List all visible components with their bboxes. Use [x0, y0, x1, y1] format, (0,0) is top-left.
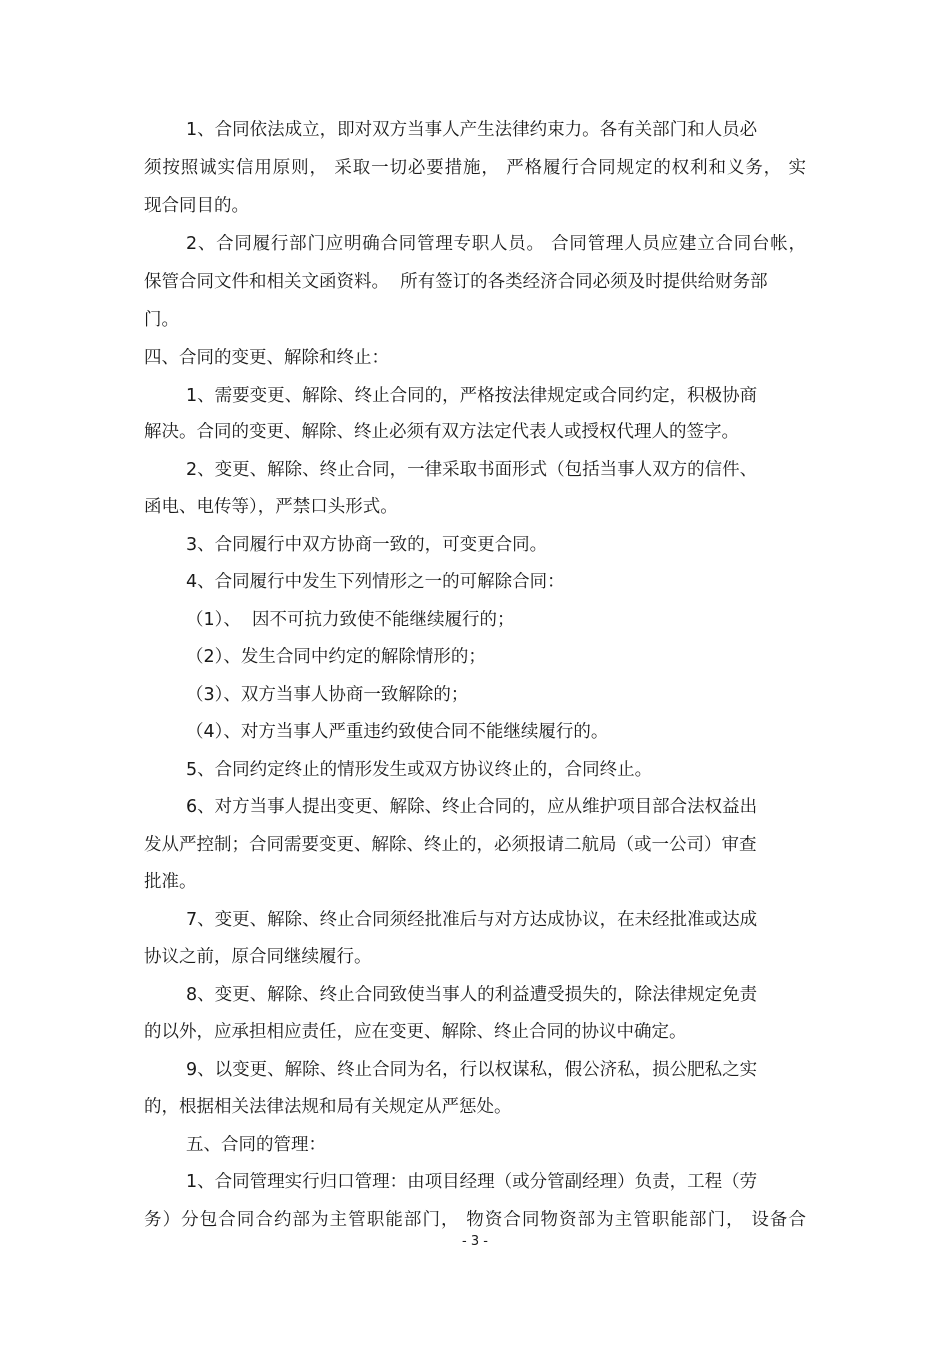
text-line: 8、变更、解除、终止合同致使当事人的利益遭受损失的，除法律规定免责 — [186, 985, 758, 1005]
text-line: 1、需要变更、解除、终止合同的，严格按法律规定或合同约定，积极协商 — [186, 386, 758, 406]
list-item: （3）、双方当事人协商一致解除的； — [186, 685, 469, 705]
section-heading: 五、合同的管理： — [186, 1135, 326, 1155]
text-line: 解决。合同的变更、解除、终止必须有双方法定代表人或授权代理人的签字。 — [144, 422, 739, 442]
text-line: 函电、电传等），严禁口头形式。 — [144, 497, 398, 517]
text-line: 协议之前，原合同继续履行。 — [144, 947, 372, 967]
text-line: 2、合同履行部门应明确合同管理专职人员。 合同管理人员应建立合同台帐， — [186, 234, 806, 254]
text-line: 批准。 — [144, 872, 197, 892]
text-line: 7、变更、解除、终止合同须经批准后与对方达成协议，在未经批准或达成 — [186, 910, 758, 930]
text-line: 的，根据相关法律法规和局有关规定从严惩处。 — [144, 1097, 512, 1117]
page-number: - 3 - — [462, 1234, 488, 1249]
text-line: 保管合同文件和相关文函资料。 所有签订的各类经济合同必须及时提供给财务部 — [144, 272, 768, 292]
text-line: 现合同目的。 — [144, 196, 249, 216]
list-item: （2）、发生合同中约定的解除情形的； — [186, 647, 486, 667]
text-line: 9、以变更、解除、终止合同为名，行以权谋私，假公济私，损公肥私之实 — [186, 1060, 758, 1080]
text-line: 须按照诚实信用原则， 采取一切必要措施， 严格履行合同规定的权利和义务， 实 — [144, 158, 806, 178]
text-line: 5、合同约定终止的情形发生或双方协议终止的，合同终止。 — [186, 760, 653, 780]
text-line: 务）分包合同合约部为主管职能部门， 物资合同物资部为主管职能部门， 设备合 — [144, 1210, 806, 1230]
text-line: 门。 — [144, 310, 179, 330]
text-line: 3、合同履行中双方协商一致的，可变更合同。 — [186, 535, 548, 555]
text-line: 1、合同依法成立，即对双方当事人产生法律约束力。各有关部门和人员必 — [186, 120, 758, 140]
list-item: （4）、对方当事人严重违约致使合同不能继续履行的。 — [186, 722, 609, 742]
list-item: （1）、 因不可抗力致使不能继续履行的； — [186, 610, 515, 630]
section-heading: 四、合同的变更、解除和终止： — [144, 348, 389, 368]
text-line: 2、变更、解除、终止合同，一律采取书面形式（包括当事人双方的信件、 — [186, 460, 758, 480]
text-line: 6、对方当事人提出变更、解除、终止合同的，应从维护项目部合法权益出 — [186, 797, 758, 817]
text-line: 发从严控制；合同需要变更、解除、终止的，必须报请二航局（或一公司）审查 — [144, 835, 757, 855]
text-line: 4、合同履行中发生下列情形之一的可解除合同： — [186, 572, 565, 592]
text-line: 的以外，应承担相应责任，应在变更、解除、终止合同的协议中确定。 — [144, 1022, 687, 1042]
text-line: 1、合同管理实行归口管理：由项目经理（或分管副经理）负责，工程（劳 — [186, 1172, 758, 1192]
